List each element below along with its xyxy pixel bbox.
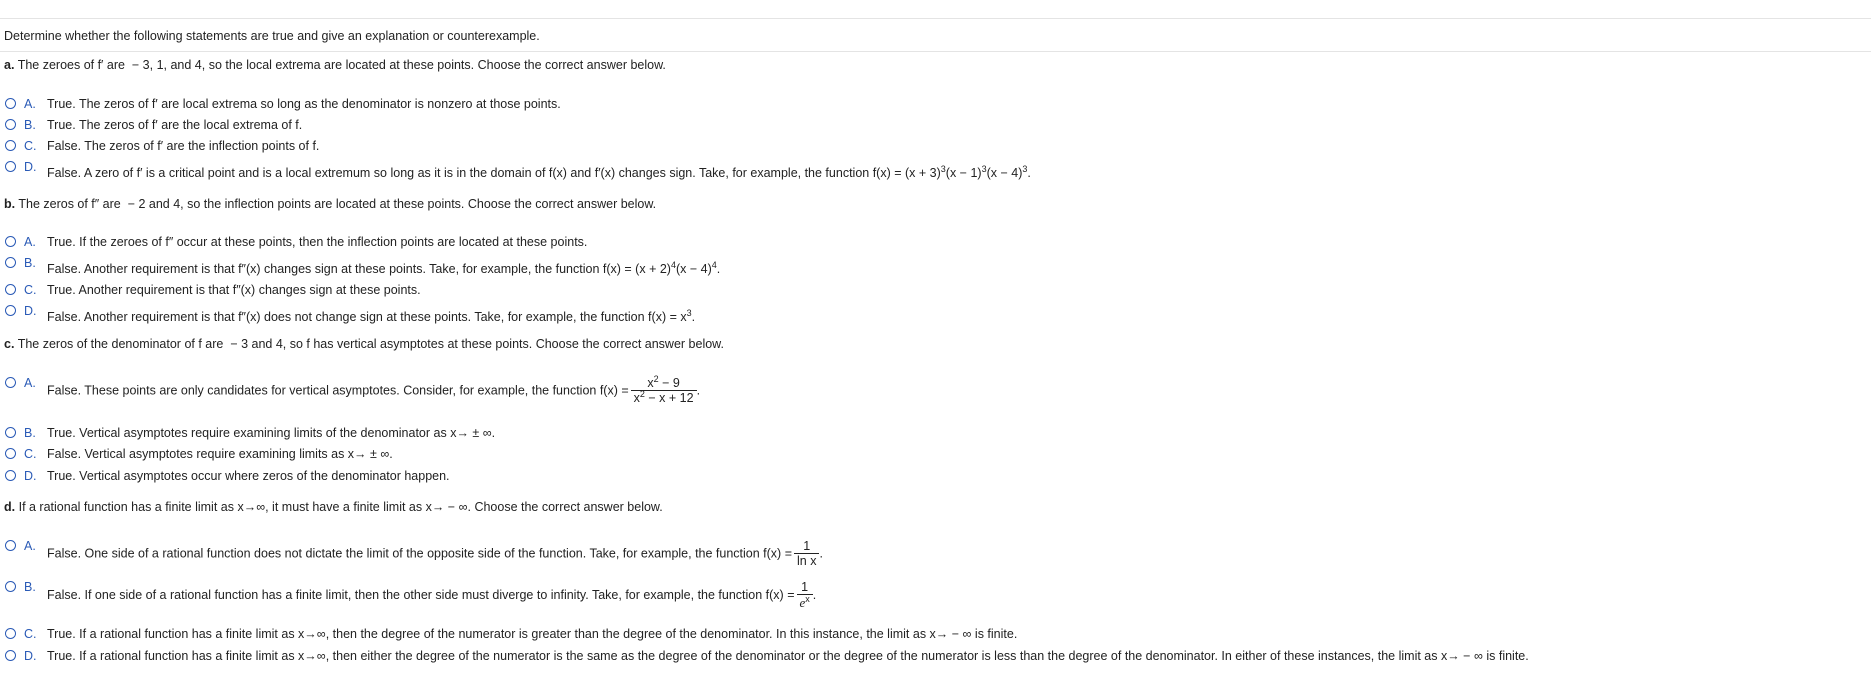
radio-button[interactable] [5,257,16,268]
radio-button[interactable] [5,540,16,551]
radio-button[interactable] [5,581,16,592]
radio-button[interactable] [5,98,16,109]
radio-button[interactable] [5,161,16,172]
radio-button[interactable] [5,628,16,639]
fraction: $\frac{x^2 - 9}{x^2 - x + 12}$ [631,376,697,406]
fraction: $\frac{1}{e^x}$ [797,580,813,611]
radio-button[interactable] [5,284,16,295]
radio-button[interactable] [5,377,16,388]
question-d: d. If a rational function has a finite limit as x→∞, it must have a finite limit as x→ − ∞. Choose the correct answer below. [4,500,663,514]
radio-button[interactable] [5,650,16,661]
radio-button[interactable] [5,470,16,481]
radio-button[interactable] [5,448,16,459]
radio-button[interactable] [5,119,16,130]
top-divider [0,18,1871,19]
fraction: $\frac{1}{\text{ln x}}$ [794,539,819,569]
question-b: b. The zeros of f″ are − 2 and 4, so the inflection points are located at these points. Choose the correct answer below. [4,197,657,211]
radio-button[interactable] [5,427,16,438]
instructions: Determine whether the following statements are true and give an explanation or counterexample. [4,29,540,43]
question-c: c. The zeros of the denominator of f are − 3 and 4, so f has vertical asymptotes at these points. Choose the correct answer below. [4,337,724,351]
header-divider [0,51,1871,52]
radio-button[interactable] [5,140,16,151]
radio-button[interactable] [5,236,16,247]
question-a: a. The zeroes of f′ are − 3, 1, and 4, so the local extrema are located at these points. Choose the correct answer below. [4,58,666,72]
radio-button[interactable] [5,305,16,316]
